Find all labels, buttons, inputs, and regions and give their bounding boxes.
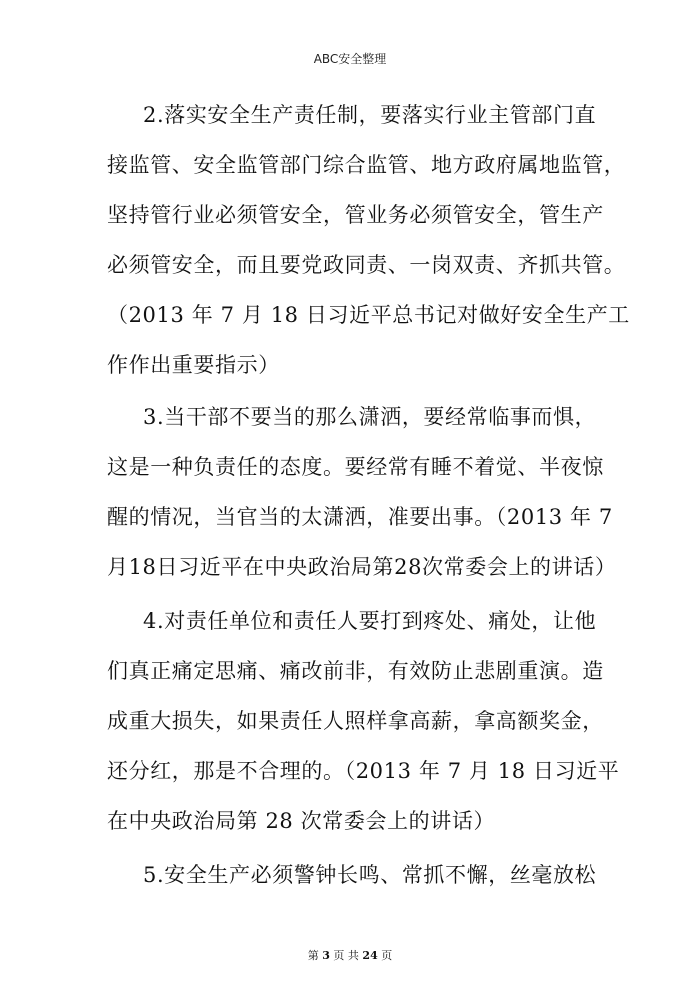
paragraph-line: 还分红，那是不合理的。（2013 年 7 月 18 日习近平 — [107, 759, 620, 783]
paragraph-line: （2013 年 7 月 18 日习近平总书记对做好安全生产工 — [107, 303, 630, 327]
paragraph-line: 3.当干部不要当的那么潇洒，要经常临事而惧， — [143, 405, 597, 429]
paragraph-line: 4.对责任单位和责任人要打到疼处、痛处，让他 — [143, 609, 597, 633]
paragraph-line: 成重大损失，如果责任人照样拿高薪，拿高额奖金， — [107, 709, 604, 733]
paragraph-line: 月18日习近平在中央政治局第28次常委会上的讲话） — [107, 555, 617, 579]
total-pages-number: 24 — [362, 949, 378, 962]
footer-middle: 页 共 — [333, 949, 359, 962]
paragraph-line: 在中央政治局第 28 次常委会上的讲话） — [107, 809, 496, 833]
paragraph-line: 醒的情况，当官当的太潇洒，准要出事。（2013 年 7 — [107, 505, 613, 529]
page-footer — [0, 947, 700, 963]
paragraph-line: 2.落实安全生产责任制，要落实行业主管部门直 — [143, 103, 597, 127]
paragraph-line: 作作出重要指示） — [107, 353, 280, 377]
current-page-number: 3 — [322, 949, 330, 962]
paragraph-line: 接监管、安全监管部门综合监管、地方政府属地监管， — [107, 153, 626, 177]
footer-prefix: 第 — [307, 949, 319, 962]
footer-suffix: 页 — [381, 949, 393, 962]
paragraph-line: 必须管安全，而且要党政同责、一岗双责、齐抓共管。 — [107, 253, 626, 277]
paragraph-line: 5.安全生产必须警钟长鸣、常抓不懈，丝毫放松 — [143, 863, 597, 887]
paragraph-line: 们真正痛定思痛、痛改前非，有效防止悲剧重演。造 — [107, 659, 604, 683]
page-header: ABC安全整理 — [313, 52, 387, 66]
paragraph-line: 这是一种负责任的态度。要经常有睡不着觉、半夜惊 — [107, 455, 604, 479]
paragraph-line: 坚持管行业必须管安全，管业务必须管安全，管生产 — [107, 203, 604, 227]
